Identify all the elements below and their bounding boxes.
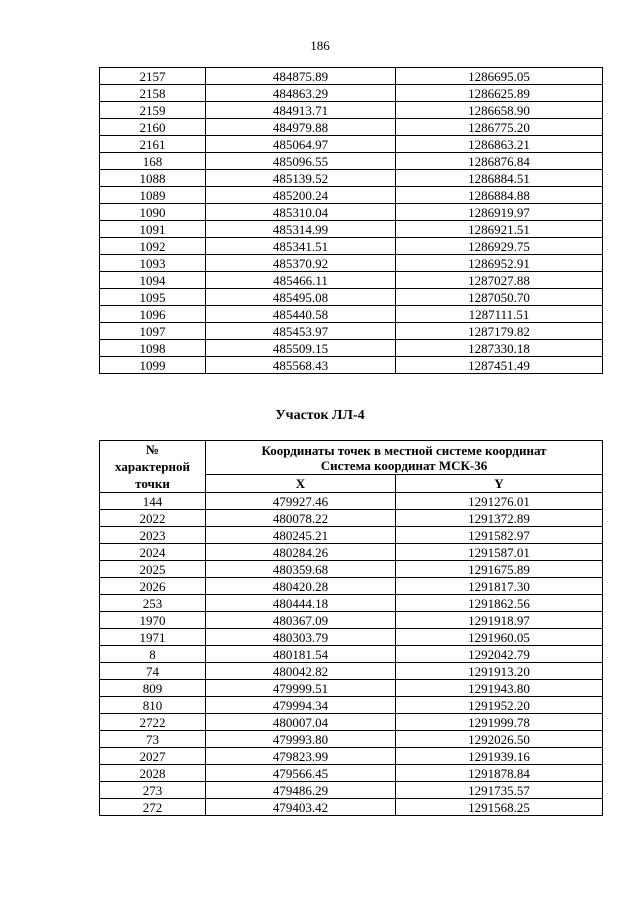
point-number-cell: 2022 [100,510,206,527]
y-coordinate-cell: 1292026.50 [396,731,603,748]
table-row [100,731,603,748]
table-row [100,289,603,306]
coords-header-line2: Система координат МСК-36 [320,457,488,473]
y-coordinate-cell: 1286658.90 [396,102,603,119]
table-row [100,306,603,323]
x-coordinate-cell: 485139.52 [206,170,396,187]
y-coordinate-cell: 1291568.25 [396,799,603,816]
x-coordinate-cell: 485466.11 [206,272,396,289]
y-column-header: Y [396,475,603,493]
y-coordinate-cell: 1287050.70 [396,289,603,306]
y-coordinate-cell: 1286952.91 [396,255,603,272]
point-number-cell: 2159 [100,102,206,119]
table-row [100,153,603,170]
y-coordinate-cell: 1286929.75 [396,238,603,255]
table-row [100,221,603,238]
x-coordinate-cell: 485064.97 [206,136,396,153]
x-coordinate-cell: 480420.28 [206,578,396,595]
y-coordinate-cell: 1291276.01 [396,493,603,510]
x-coordinate-cell: 485310.04 [206,204,396,221]
coordinates-table-ll4 [99,440,603,816]
table-row [100,765,603,782]
y-coordinate-cell: 1291960.05 [396,629,603,646]
table-row [100,612,603,629]
table-row [100,357,603,374]
y-coordinate-cell: 1291952.20 [396,697,603,714]
point-number-cell: 253 [100,595,206,612]
point-number-cell: 168 [100,153,206,170]
x-coordinate-cell: 484979.88 [206,119,396,136]
x-coordinate-cell: 480181.54 [206,646,396,663]
point-number-cell: 273 [100,782,206,799]
point-number-cell: 1096 [100,306,206,323]
point-number-cell: 144 [100,493,206,510]
x-coordinate-cell: 480078.22 [206,510,396,527]
table-row [100,544,603,561]
x-column-header: X [206,475,396,493]
x-coordinate-cell: 479999.51 [206,680,396,697]
point-number-header [100,441,206,493]
x-coordinate-cell: 480007.04 [206,714,396,731]
y-coordinate-cell: 1291943.80 [396,680,603,697]
y-coordinate-cell: 1286876.84 [396,153,603,170]
table-row [100,68,603,85]
point-number-cell: 8 [100,646,206,663]
y-coordinate-cell: 1286921.51 [396,221,603,238]
x-coordinate-cell: 480367.09 [206,612,396,629]
y-coordinate-cell: 1287330.18 [396,340,603,357]
x-coordinate-cell: 480303.79 [206,629,396,646]
table-row [100,187,603,204]
table-row [100,595,603,612]
x-coordinate-cell: 479823.99 [206,748,396,765]
y-coordinate-cell: 1291372.89 [396,510,603,527]
section-title: Участок ЛЛ-4 [275,408,365,423]
y-coordinate-cell: 1286775.20 [396,119,603,136]
y-coordinate-cell: 1292042.79 [396,646,603,663]
table-row [100,510,603,527]
point-number-cell: 810 [100,697,206,714]
x-coordinate-cell: 479566.45 [206,765,396,782]
y-coordinate-cell: 1291582.97 [396,527,603,544]
table-row [100,782,603,799]
point-number-cell: 1092 [100,238,206,255]
table-row [100,136,603,153]
x-coordinate-cell: 480284.26 [206,544,396,561]
y-coordinate-cell: 1291675.89 [396,561,603,578]
table-row [100,255,603,272]
x-coordinate-cell: 479403.42 [206,799,396,816]
x-coordinate-cell: 479993.80 [206,731,396,748]
table1-body [100,68,603,374]
point-number-cell: 1094 [100,272,206,289]
x-coordinate-cell: 485453.97 [206,323,396,340]
y-coordinate-cell: 1291999.78 [396,714,603,731]
table-row [100,646,603,663]
y-coordinate-cell: 1286863.21 [396,136,603,153]
point-number-cell: 1093 [100,255,206,272]
coords-header-line1: Координаты точек в местной системе координат [261,442,547,458]
table-row [100,561,603,578]
x-coordinate-cell: 479994.34 [206,697,396,714]
coordinates-table-continued [99,67,603,374]
x-coordinate-cell: 479927.46 [206,493,396,510]
y-coordinate-cell: 1291918.97 [396,612,603,629]
x-coordinate-cell: 485495.08 [206,289,396,306]
x-coordinate-cell: 484875.89 [206,68,396,85]
y-coordinate-cell: 1291862.56 [396,595,603,612]
y-coordinate-cell: 1291735.57 [396,782,603,799]
table-row [100,85,603,102]
y-coordinate-cell: 1287027.88 [396,272,603,289]
page-number: 186 [310,38,330,53]
table-row [100,272,603,289]
y-coordinate-cell: 1286884.51 [396,170,603,187]
x-coordinate-cell: 485568.43 [206,357,396,374]
point-number-cell: 2160 [100,119,206,136]
point-number-cell: 1088 [100,170,206,187]
table-row [100,680,603,697]
point-number-cell: 272 [100,799,206,816]
point-number-cell: 2025 [100,561,206,578]
table-row [100,102,603,119]
table-row [100,748,603,765]
x-coordinate-cell: 479486.29 [206,782,396,799]
x-coordinate-cell: 485200.24 [206,187,396,204]
table-row [100,578,603,595]
x-coordinate-cell: 485370.92 [206,255,396,272]
x-coordinate-cell: 484863.29 [206,85,396,102]
y-coordinate-cell: 1286625.89 [396,85,603,102]
y-coordinate-cell: 1287451.49 [396,357,603,374]
table-row [100,340,603,357]
x-coordinate-cell: 480245.21 [206,527,396,544]
point-number-cell: 2028 [100,765,206,782]
point-number-cell: 2722 [100,714,206,731]
x-coordinate-cell: 480444.18 [206,595,396,612]
table-row [100,323,603,340]
y-coordinate-cell: 1286919.97 [396,204,603,221]
point-number-cell: 2026 [100,578,206,595]
point-number-cell: 2158 [100,85,206,102]
x-coordinate-cell: 485440.58 [206,306,396,323]
table-row [100,527,603,544]
table-row [100,493,603,510]
point-number-cell: 2023 [100,527,206,544]
point-number-cell: 1095 [100,289,206,306]
x-coordinate-cell: 480359.68 [206,561,396,578]
x-coordinate-cell: 480042.82 [206,663,396,680]
table-row [100,663,603,680]
x-coordinate-cell: 484913.71 [206,102,396,119]
point-number-cell: 1089 [100,187,206,204]
y-coordinate-cell: 1291878.84 [396,765,603,782]
x-coordinate-cell: 485341.51 [206,238,396,255]
table-row [100,629,603,646]
table-row [100,714,603,731]
table-row [100,697,603,714]
y-coordinate-cell: 1291587.01 [396,544,603,561]
point-number-cell: 1971 [100,629,206,646]
y-coordinate-cell: 1291817.30 [396,578,603,595]
point-number-cell: 2157 [100,68,206,85]
table2-header-row [100,441,603,475]
point-number-cell: 1090 [100,204,206,221]
table-row [100,170,603,187]
point-number-cell: 1098 [100,340,206,357]
table2-header [100,441,603,493]
point-number-cell: 73 [100,731,206,748]
y-coordinate-cell: 1287179.82 [396,323,603,340]
point-number-cell: 74 [100,663,206,680]
point-number-cell: 2027 [100,748,206,765]
table-row [100,119,603,136]
y-coordinate-cell: 1291939.16 [396,748,603,765]
coordinates-header [206,441,603,475]
point-number-cell: 809 [100,680,206,697]
table-row [100,204,603,221]
x-coordinate-cell: 485096.55 [206,153,396,170]
point-number-cell: 1970 [100,612,206,629]
y-coordinate-cell: 1287111.51 [396,306,603,323]
point-header-line2: характерной [115,459,190,474]
x-coordinate-cell: 485314.99 [206,221,396,238]
point-number-cell: 2161 [100,136,206,153]
point-number-cell: 1099 [100,357,206,374]
table2-body [100,493,603,816]
point-header-line3: точки [135,476,170,491]
x-coordinate-cell: 485509.15 [206,340,396,357]
point-number-cell: 1091 [100,221,206,238]
table-row [100,238,603,255]
y-coordinate-cell: 1291913.20 [396,663,603,680]
y-coordinate-cell: 1286884.88 [396,187,603,204]
point-header-line1: № [145,442,160,457]
table-row [100,799,603,816]
point-number-cell: 1097 [100,323,206,340]
y-coordinate-cell: 1286695.05 [396,68,603,85]
point-number-cell: 2024 [100,544,206,561]
